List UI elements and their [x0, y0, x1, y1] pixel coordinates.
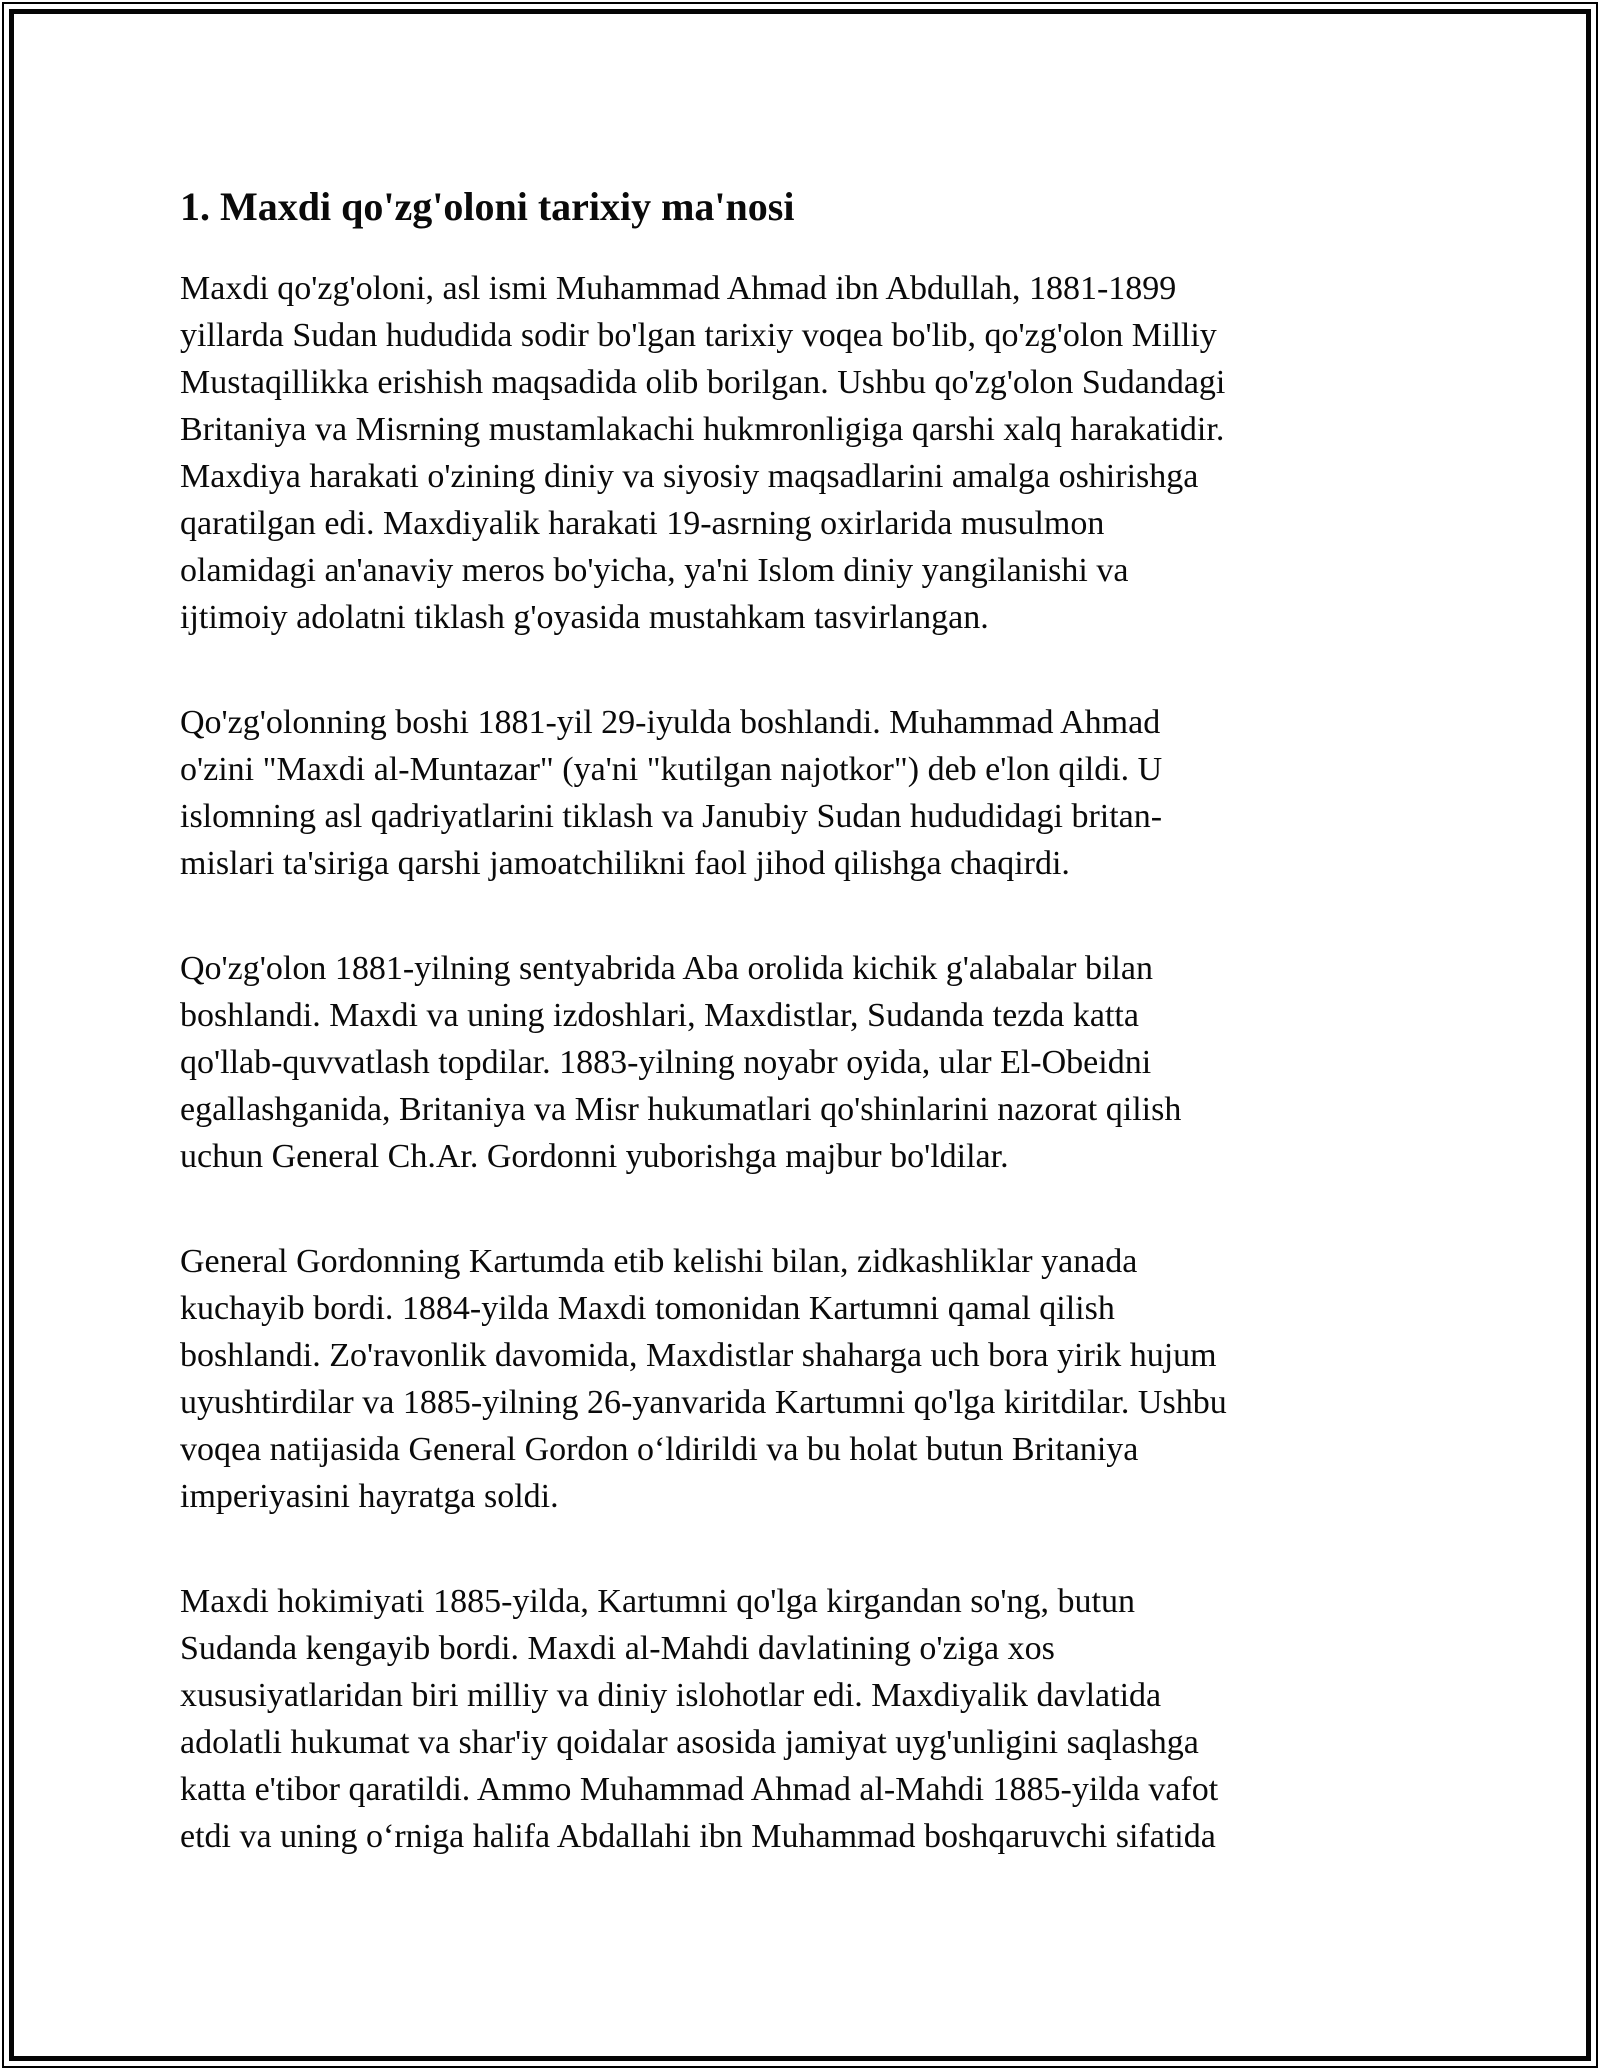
paragraph [180, 699, 1380, 887]
text-line: Maxdiya harakati o'zining diniy va siyosiy maqsadlarini amalga oshirishga [180, 458, 1199, 495]
text-line: yillarda Sudan hududida sodir bo'lgan tarixiy voqea bo'lib, qo'zg'olon Milliy [180, 317, 1217, 354]
text-line: Qo'zg'olonning boshi 1881-yil 29-iyulda boshlandi. Muhammad Ahmad [180, 704, 1161, 741]
text-line: Sudanda kengayib bordi. Maxdi al-Mahdi davlatining o'ziga xos [180, 1630, 1055, 1667]
text-line: adolatli hukumat va shar'iy qoidalar asosida jamiyat uyg'unligini saqlashga [180, 1724, 1199, 1761]
text-line: qaratilgan edi. Maxdiyalik harakati 19-asrning oxirlarida musulmon [180, 505, 1105, 542]
text-line: qo'llab-quvvatlash topdilar. 1883-yilning noyabr oyida, ular El-Obeidni [180, 1044, 1152, 1081]
text-line: Mustaqillikka erishish maqsadida olib borilgan. Ushbu qo'zg'olon Sudandagi [180, 364, 1226, 401]
text-line: etdi va uning oʻrniga halifa Abdallahi ibn Muhammad boshqaruvchi sifatida [180, 1818, 1216, 1855]
text-line: voqea natijasida General Gordon oʻldirildi va bu holat butun Britaniya [180, 1431, 1139, 1468]
text-line: xususiyatlaridan biri milliy va diniy islohotlar edi. Maxdiyalik davlatida [180, 1677, 1162, 1714]
text-line: General Gordonning Kartumda etib kelishi bilan, zidkashliklar yanada [180, 1243, 1138, 1280]
text-line: katta e'tibor qaratildi. Ammo Muhammad Ahmad al-Mahdi 1885-yilda vafot [180, 1771, 1219, 1808]
text-line: imperiyasini hayratga soldi. [180, 1478, 559, 1515]
paragraphs-container [180, 265, 1380, 1860]
text-line: uchun General Ch.Ar. Gordonni yuborishga majbur bo'ldilar. [180, 1138, 1009, 1175]
paragraph [180, 1578, 1380, 1860]
text-line: Maxdi hokimiyati 1885-yilda, Kartumni qo'lga kirgandan so'ng, butun [180, 1583, 1136, 1620]
text-line: egallashganida, Britaniya va Misr hukumatlari qo'shinlarini nazorat qilish [180, 1091, 1182, 1128]
text-line: ijtimoiy adolatni tiklash g'oyasida mustahkam tasvirlangan. [180, 599, 989, 636]
text-line: kuchayib bordi. 1884-yilda Maxdi tomonidan Kartumni qamal qilish [180, 1290, 1115, 1327]
paragraph [180, 1238, 1380, 1520]
text-line: boshlandi. Maxdi va uning izdoshlari, Maxdistlar, Sudanda tezda katta [180, 997, 1139, 1034]
text-line: Maxdi qo'zg'oloni, asl ismi Muhammad Ahmad ibn Abdullah, 1881-1899 [180, 270, 1177, 307]
paragraph [180, 945, 1380, 1180]
text-line: Qo'zg'olon 1881-yilning sentyabrida Aba orolida kichik g'alabalar bilan [180, 950, 1153, 987]
text-line: islomning asl qadriyatlarini tiklash va Janubiy Sudan hududidagi britan- [180, 798, 1163, 835]
text-line: o'zini "Maxdi al-Muntazar" (ya'ni "kutilgan najotkor") deb e'lon qildi. U [180, 751, 1163, 788]
document-title: 1. Maxdi qo'zg'oloni tarixiy ma'nosi [180, 184, 795, 229]
text-line: olamidagi an'anaviy meros bo'yicha, ya'ni Islom diniy yangilanishi va [180, 552, 1129, 589]
document-content [180, 183, 1380, 1918]
text-line: Britaniya va Misrning mustamlakachi hukmronligiga qarshi xalq harakatidir. [180, 411, 1225, 448]
paragraph [180, 265, 1380, 641]
text-line: mislari ta'siriga qarshi jamoatchilikni faol jihod qilishga chaqirdi. [180, 845, 1070, 882]
text-line: uyushtirdilar va 1885-yilning 26-yanvarida Kartumni qo'lga kiritdilar. Ushbu [180, 1384, 1227, 1421]
text-line: boshlandi. Zo'ravonlik davomida, Maxdistlar shaharga uch bora yirik hujum [180, 1337, 1217, 1374]
